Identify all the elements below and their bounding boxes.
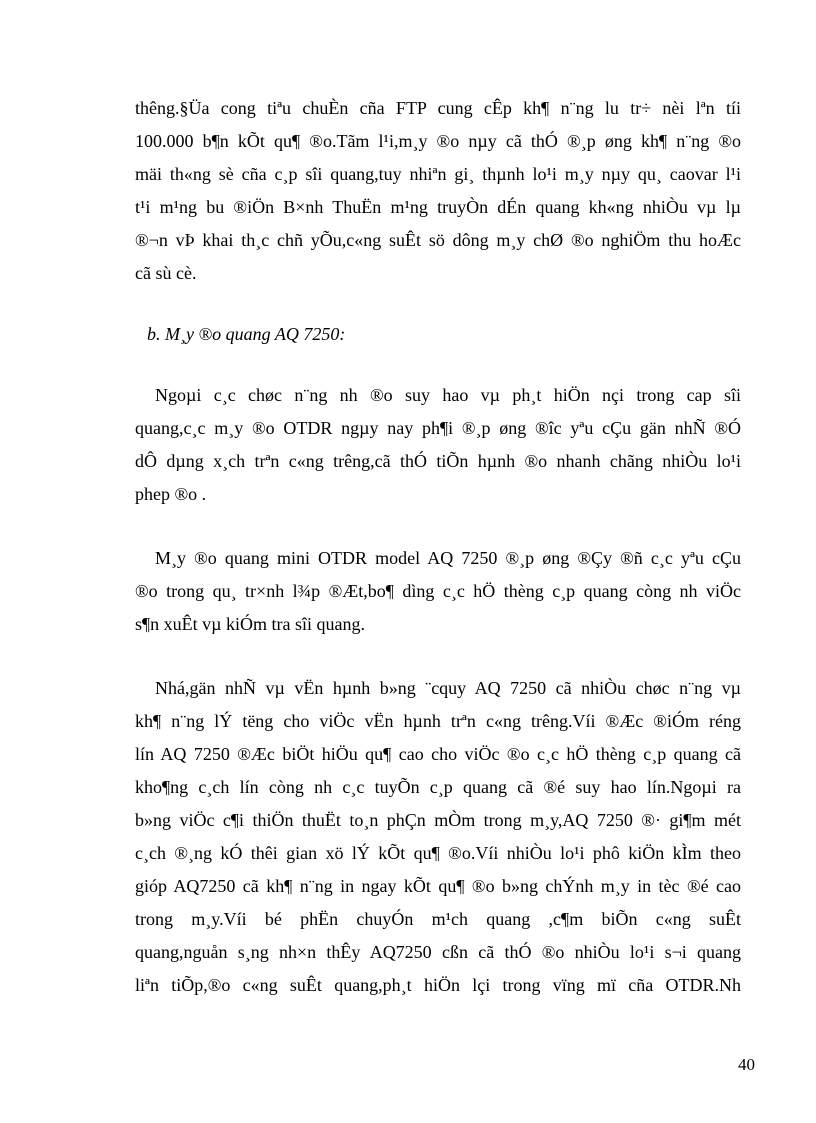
paragraph-4-line: gióp AQ7250 cã kh¶ n¨ng in ngay kÕt qu¶ ®o b»ng chÝnh m¸y in tèc ®é cao [135, 876, 741, 896]
paragraph-3-line: s¶n xuÊt vµ kiÓm tra sîi quang. [135, 614, 366, 634]
paragraph-4-line: kho¶ng c¸ch lín còng nh c¸c tuyÕn c¸p quang cã ®é suy hao lín.Ngoµi ra [135, 777, 741, 797]
paragraph-2-line: phep ®o . [135, 484, 207, 504]
paragraph-4-line: b»ng viÖc c¶i thiÖn thuËt to¸n phÇn mÒm trong m¸y,AQ 7250 ®· gi¶m mét [135, 810, 741, 830]
paragraph-4-line: kh¶ n¨ng lÝ tëng cho viÖc vËn hµnh trªn c«ng trêng.Víi ®Æc ®iÓm réng [135, 711, 741, 731]
paragraph-1-line: cã sù cè. [135, 263, 197, 283]
page-number: 40 [738, 1055, 755, 1074]
paragraph-4-line: Nhá,gän nhÑ vµ vËn hµnh b»ng ¨cquy AQ 7250 cã nhiÒu chøc n¨ng vµ [155, 678, 741, 698]
paragraph-3-line: ®o trong qu¸ tr×nh l¾p ®Æt,bo¶ dìng c¸c hÖ thèng c¸p quang còng nh viÖc [135, 581, 741, 601]
paragraph-4-line: trong m¸y.Víi bé phËn chuyÓn m¹ch quang ,c¶m biÕn c«ng suÊt [135, 909, 741, 929]
paragraph-1-line: thêng.§Üa cong tiªu chuÈn cña FTP cung cÊp kh¶ n¨ng lu tr÷ nèi lªn tíi [135, 98, 741, 118]
paragraph-4-line: liªn tiÕp,®o c«ng suÊt quang,ph¸t hiÖn lçi trong vïng mï cña OTDR.Nh [135, 975, 741, 995]
paragraph-4-line: c¸ch ®¸ng kÓ thêi gian xö lÝ kÕt qu¶ ®o.Víi nhiÒu lo¹i phô kiÖn kÌm theo [135, 843, 741, 863]
paragraph-1-line: 100.000 b¶n kÕt qu¶ ®o.Tãm l¹i,m¸y ®o nµy cã thÓ ®¸p øng kh¶ n¨ng ®o [135, 131, 741, 151]
paragraph-1-line: ®¬n vÞ khai th¸c chñ yÕu,c«ng suÊt sö dông m¸y chØ ®o nghiÖm thu hoÆc [135, 230, 741, 250]
paragraph-4-line: lín AQ 7250 ®Æc biÖt hiÖu qu¶ cao cho viÖc ®o c¸c hÖ thèng c¸p quang cã [135, 744, 741, 764]
paragraph-1-line: mäi th«ng sè cña c¸p sîi quang,tuy nhiªn gi¸ thµnh lo¹i m¸y nµy qu¸ caovar l¹i [135, 164, 741, 184]
paragraph-2-line: quang,c¸c m¸y ®o OTDR ngµy nay ph¶i ®¸p øng ®îc yªu cÇu gän nhÑ ®Ó [135, 418, 741, 438]
paragraph-3-line: M¸y ®o quang mini OTDR model AQ 7250 ®¸p øng ®Çy ®ñ c¸c yªu cÇu [155, 548, 741, 568]
paragraph-4-line: quang,nguån s¸ng nh×n thÊy AQ7250 cßn cã thÓ ®o nhiÒu lo¹i s¬i quang [135, 942, 741, 962]
section-heading: b. M¸y ®o quang AQ 7250: [147, 324, 346, 344]
paragraph-2-line: dÔ dµng x¸ch trªn c«ng trêng,cã thÓ tiÕn hµnh ®o nhanh chãng nhiÒu lo¹i [135, 451, 741, 471]
paragraph-2-line: Ngoµi c¸c chøc n¨ng nh ®o suy hao vµ ph¸t hiÖn nçi trong cap sîi [155, 385, 741, 405]
paragraph-1-line: t¹i m¹ng bu ®iÖn B×nh ThuËn m¹ng truyÒn dÉn quang kh«ng nhiÒu vµ lµ [135, 197, 741, 217]
